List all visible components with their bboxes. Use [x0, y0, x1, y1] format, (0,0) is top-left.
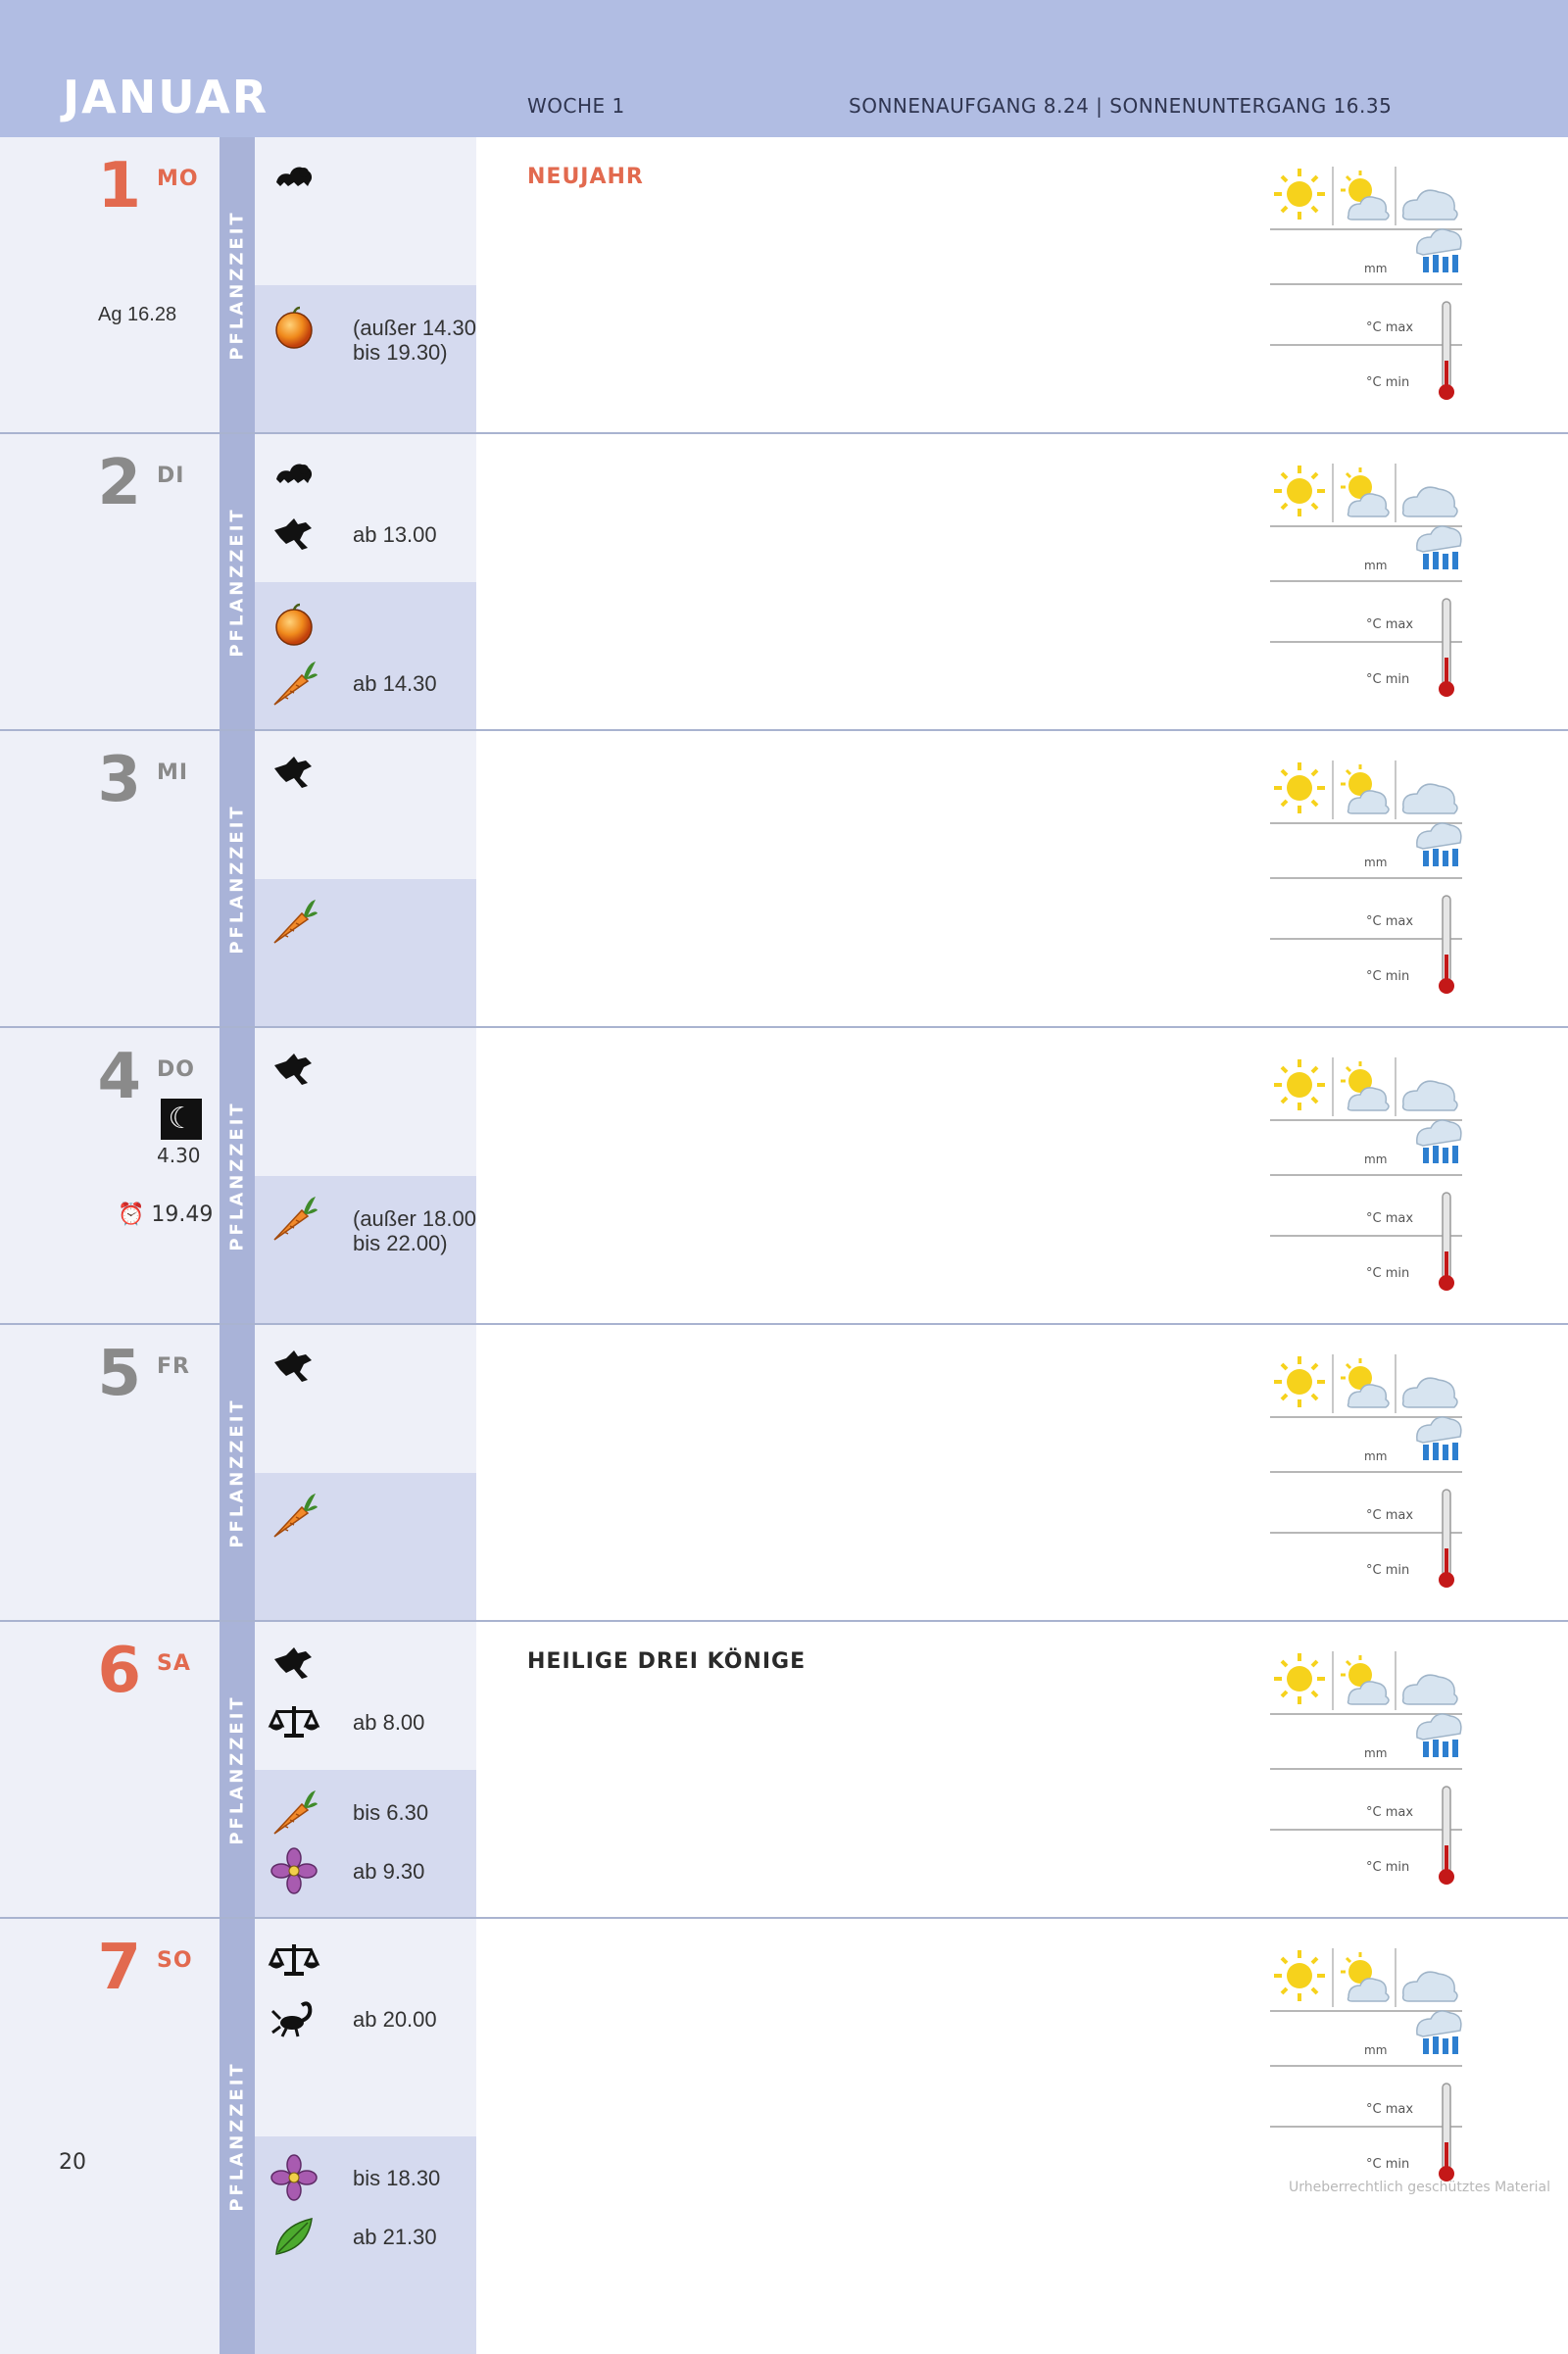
sun-icon[interactable] — [1270, 1352, 1331, 1413]
cloud-icon[interactable] — [1403, 190, 1457, 220]
rain-unit-label: mm — [1364, 1746, 1388, 1760]
rain-unit-label: mm — [1364, 2043, 1388, 2057]
day-row — [0, 731, 1568, 1028]
planting-entry — [269, 1044, 474, 1099]
alarm-clock-icon: ⏰ — [118, 1202, 145, 1227]
partly-cloudy-icon[interactable] — [1341, 1655, 1389, 1704]
event-label: NEUJAHR — [527, 165, 644, 189]
temp-max-label: °C max — [1366, 617, 1414, 632]
planting-strip — [220, 434, 255, 729]
thermometer-icon — [1439, 1490, 1454, 1588]
sun-icon[interactable] — [1270, 759, 1331, 819]
temp-max-label: °C max — [1366, 1805, 1414, 1820]
strip-label: PFLANZZEIT — [226, 506, 248, 658]
temp-max-label: °C max — [1366, 320, 1414, 335]
planting-time-note: ab 21.30 — [353, 2225, 437, 2249]
strip-label: PFLANZZEIT — [226, 2061, 248, 2212]
weekday-label: SO — [157, 1948, 193, 1973]
cloud-icon[interactable] — [1403, 784, 1457, 813]
planting-entry — [269, 302, 476, 365]
alarm-time — [118, 1202, 213, 1227]
sun-times: SONNENAUFGANG 8.24 | SONNENUNTERGANG 16.35 — [849, 94, 1393, 118]
planting-entry — [269, 747, 474, 802]
sun-icon[interactable] — [1270, 165, 1331, 225]
sun-icon[interactable] — [1270, 1946, 1331, 2007]
temp-min-label: °C min — [1366, 1266, 1410, 1281]
date-column — [0, 1622, 220, 1917]
temp-max-label: °C max — [1366, 1508, 1414, 1523]
planting-strip — [220, 1325, 255, 1620]
partly-cloudy-icon[interactable] — [1341, 1358, 1389, 1407]
day-row — [0, 137, 1568, 434]
planting-time-note: (außer 18.00 bis 22.00) — [353, 1205, 476, 1255]
date-column — [0, 1919, 220, 2354]
planting-column — [255, 1325, 476, 1620]
virgin-icon — [269, 1341, 319, 1392]
root-icon — [269, 658, 319, 709]
partly-cloudy-icon[interactable] — [1341, 764, 1389, 813]
weekday-label: DO — [157, 1057, 195, 1082]
planting-time-note: bis 18.30 — [353, 2166, 441, 2190]
planting-entry — [269, 658, 474, 712]
planting-entry — [269, 1845, 474, 1900]
day-number: 3 — [97, 744, 141, 816]
day-number: 5 — [97, 1338, 141, 1410]
rain-unit-label: mm — [1364, 1449, 1388, 1463]
planting-entry — [269, 2152, 474, 2207]
temp-min-label: °C min — [1366, 375, 1410, 390]
weather-widget[interactable] — [1270, 1649, 1462, 1894]
partly-cloudy-icon[interactable] — [1341, 1952, 1389, 2001]
thermometer-icon — [1439, 1787, 1454, 1885]
planting-strip — [220, 1028, 255, 1323]
rain-icon[interactable] — [1417, 526, 1461, 569]
planting-entry — [269, 1993, 474, 2048]
day-number: 1 — [97, 150, 141, 222]
page-number: 20 — [59, 2150, 86, 2175]
planting-time-note: ab 9.30 — [353, 1858, 425, 1884]
cloud-icon[interactable] — [1403, 1378, 1457, 1407]
virgin-icon — [269, 1638, 319, 1689]
planting-column — [255, 1622, 476, 1917]
strip-label: PFLANZZEIT — [226, 1693, 248, 1845]
leaf-icon — [269, 2211, 319, 2262]
cloud-icon[interactable] — [1403, 1081, 1457, 1110]
planting-entry — [269, 153, 474, 208]
date-column — [0, 1028, 220, 1323]
day-number: 7 — [97, 1932, 141, 2004]
partly-cloudy-icon[interactable] — [1341, 1061, 1389, 1110]
planting-column — [255, 1028, 476, 1323]
root-icon — [269, 896, 319, 947]
temp-max-label: °C max — [1366, 914, 1414, 929]
planting-time-note: ab 20.00 — [353, 2007, 437, 2032]
planting-entry — [269, 450, 474, 505]
weather-widget[interactable] — [1270, 759, 1462, 1004]
weekday-label: MO — [157, 167, 199, 191]
rain-icon[interactable] — [1417, 1714, 1461, 1757]
sun-icon[interactable] — [1270, 1649, 1331, 1710]
temp-min-label: °C min — [1366, 1563, 1410, 1578]
root-icon — [269, 1787, 319, 1838]
thermometer-icon — [1439, 896, 1454, 994]
weekday-label: DI — [157, 464, 185, 488]
virgin-icon — [269, 509, 319, 560]
planting-time-note: ab 14.30 — [353, 670, 437, 696]
day-row — [0, 1919, 1568, 2354]
rain-unit-label: mm — [1364, 262, 1388, 275]
copyright-note: Urheberrechtlich geschütztes Material — [1289, 2180, 1550, 2195]
planting-time-note: ab 13.00 — [353, 522, 437, 547]
planting-column — [255, 1919, 476, 2354]
day-row — [0, 1325, 1568, 1622]
page-header — [0, 0, 1568, 137]
planting-entry — [269, 1935, 474, 1989]
scorpion-icon — [269, 1993, 319, 2044]
day-number: 6 — [97, 1635, 141, 1707]
fruit-icon — [269, 302, 319, 353]
day-number: 2 — [97, 447, 141, 519]
lion-icon — [269, 450, 319, 501]
date-column — [0, 434, 220, 729]
planting-column — [255, 731, 476, 1026]
flower-icon — [269, 2152, 319, 2203]
thermometer-icon — [1439, 599, 1454, 697]
weekday-label: MI — [157, 760, 189, 785]
rain-icon[interactable] — [1417, 1120, 1461, 1163]
cloud-icon[interactable] — [1403, 1675, 1457, 1704]
sun-icon[interactable] — [1270, 462, 1331, 522]
rain-icon[interactable] — [1417, 229, 1461, 272]
moon-time: 4.30 — [157, 1144, 201, 1167]
planting-column — [255, 137, 476, 432]
lion-icon — [269, 153, 319, 204]
thermometer-icon — [1439, 2084, 1454, 2182]
planting-time-note: (außer 14.30 bis 19.30) — [353, 315, 476, 365]
flower-icon — [269, 1845, 319, 1896]
virgin-icon — [269, 1044, 319, 1095]
partly-cloudy-icon[interactable] — [1341, 467, 1389, 516]
day-list — [0, 137, 1568, 2354]
planting-time-note: ab 8.00 — [353, 1710, 425, 1735]
strip-label: PFLANZZEIT — [226, 1100, 248, 1251]
partly-cloudy-icon[interactable] — [1341, 171, 1389, 220]
weather-widget[interactable] — [1270, 165, 1462, 410]
planting-entry — [269, 1787, 474, 1841]
planting-entry — [269, 1638, 474, 1692]
planting-entry — [269, 509, 474, 564]
planting-entry — [269, 896, 474, 951]
planting-strip — [220, 1919, 255, 2354]
moon-phase-icon: ☾ — [161, 1099, 202, 1140]
temp-min-label: °C min — [1366, 2157, 1410, 2172]
date-column — [0, 137, 220, 432]
planting-strip — [220, 731, 255, 1026]
rain-unit-label: mm — [1364, 1152, 1388, 1166]
strip-label: PFLANZZEIT — [226, 1397, 248, 1548]
cloud-icon[interactable] — [1403, 487, 1457, 516]
weather-widget[interactable] — [1270, 1352, 1462, 1597]
temp-max-label: °C max — [1366, 2102, 1414, 2117]
scales-icon — [269, 1696, 319, 1747]
cloud-icon[interactable] — [1403, 1972, 1457, 2001]
weekday-label: FR — [157, 1354, 190, 1379]
week-label: WOCHE 1 — [527, 94, 625, 118]
strip-label: PFLANZZEIT — [226, 209, 248, 361]
planting-entry — [269, 1341, 474, 1396]
planting-column — [255, 434, 476, 729]
event-label: HEILIGE DREI KÖNIGE — [527, 1649, 807, 1674]
thermometer-icon — [1439, 302, 1454, 400]
weekday-label: SA — [157, 1651, 191, 1676]
day-row — [0, 1622, 1568, 1919]
date-column — [0, 731, 220, 1026]
rain-icon[interactable] — [1417, 1417, 1461, 1460]
temp-min-label: °C min — [1366, 1860, 1410, 1875]
day-row — [0, 434, 1568, 731]
temp-max-label: °C max — [1366, 1211, 1414, 1226]
planting-time-note: bis 6.30 — [353, 1799, 429, 1825]
temp-min-label: °C min — [1366, 969, 1410, 984]
side-note: Ag 16.28 — [98, 304, 177, 325]
planting-strip — [220, 137, 255, 432]
root-icon — [269, 1490, 319, 1541]
day-number: 4 — [97, 1041, 141, 1113]
planting-entry — [269, 1193, 476, 1255]
planting-strip — [220, 1622, 255, 1917]
month-title: JANUAR — [63, 71, 270, 123]
rain-icon[interactable] — [1417, 2011, 1461, 2054]
sun-icon[interactable] — [1270, 1055, 1331, 1116]
strip-label: PFLANZZEIT — [226, 803, 248, 955]
rain-unit-label: mm — [1364, 559, 1388, 572]
rain-unit-label: mm — [1364, 856, 1388, 869]
planting-entry — [269, 599, 474, 654]
thermometer-icon — [1439, 1193, 1454, 1291]
date-column — [0, 1325, 220, 1620]
planting-entry — [269, 1490, 474, 1545]
scales-icon — [269, 1935, 319, 1986]
fruit-icon — [269, 599, 319, 650]
planting-entry — [269, 1696, 474, 1751]
planting-entry — [269, 2211, 474, 2266]
rain-icon[interactable] — [1417, 823, 1461, 866]
virgin-icon — [269, 747, 319, 798]
alarm-time-value: 19.49 — [151, 1202, 214, 1227]
root-icon — [269, 1193, 319, 1244]
weather-widget[interactable] — [1270, 462, 1462, 707]
weather-widget[interactable] — [1270, 1946, 1462, 2191]
weather-widget[interactable] — [1270, 1055, 1462, 1300]
day-row — [0, 1028, 1568, 1325]
temp-min-label: °C min — [1366, 672, 1410, 687]
